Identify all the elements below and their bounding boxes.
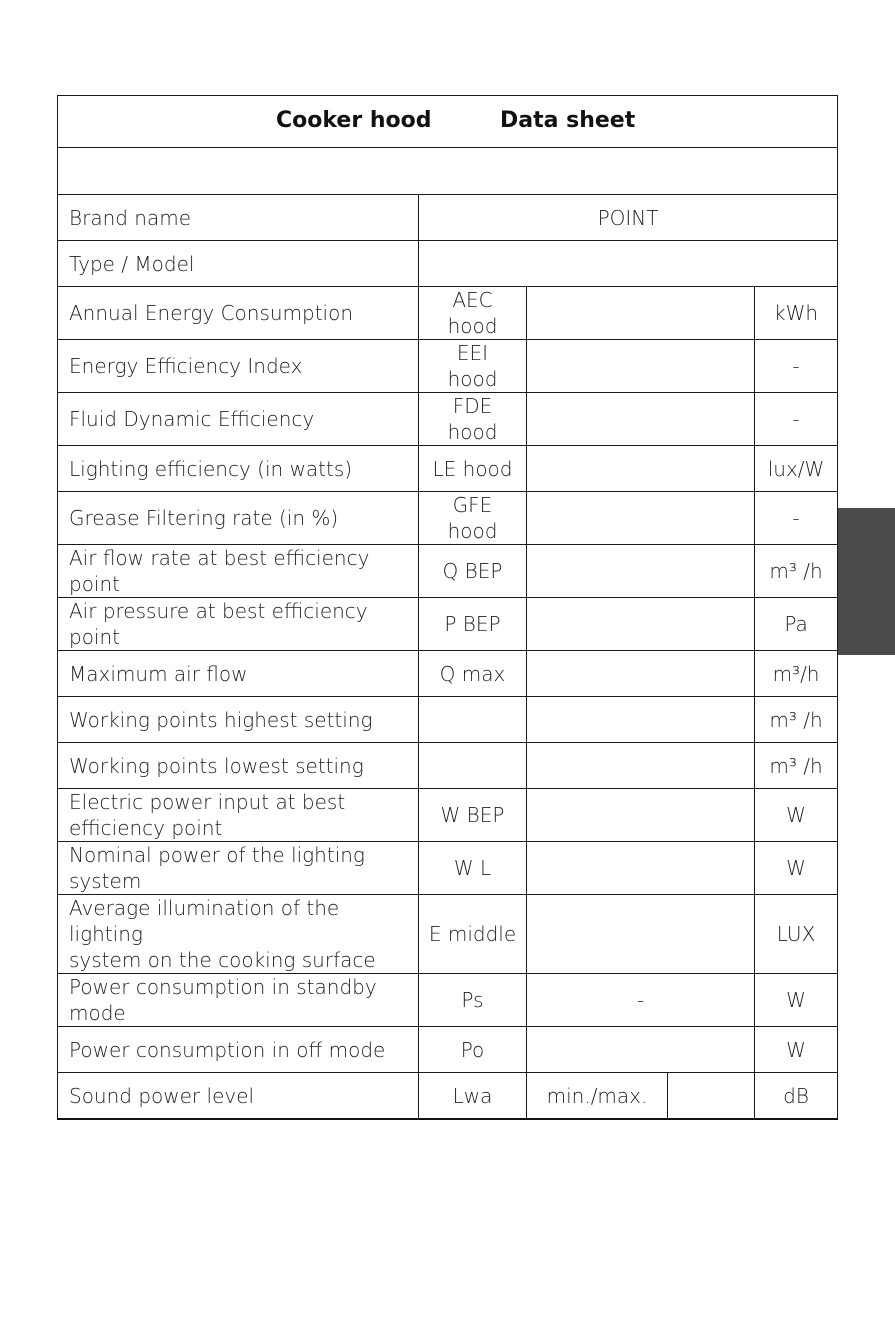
spec-label: Power consumption in off mode — [58, 1027, 419, 1073]
spec-unit: kWh — [755, 287, 838, 340]
title-cooker-hood: Cooker hood — [276, 108, 432, 133]
spec-row — [58, 492, 838, 545]
spec-unit: - — [755, 492, 838, 545]
spec-symbol: P BEP — [419, 598, 527, 651]
sound-value — [668, 1073, 755, 1120]
spec-unit: - — [755, 340, 838, 393]
spec-row — [58, 1027, 838, 1073]
spec-label: Grease Filtering rate (in %) — [58, 492, 419, 545]
sound-unit: dB — [755, 1073, 838, 1120]
spec-unit: lux/W — [755, 446, 838, 492]
spec-rows — [58, 287, 838, 1073]
spec-value — [527, 895, 755, 974]
brand-value: POINT — [419, 195, 838, 241]
spec-symbol: LE hood — [419, 446, 527, 492]
blank-cell — [58, 148, 838, 195]
spec-label: Average illumination of the lighting system on the cooking surface — [58, 895, 419, 974]
spec-value — [527, 789, 755, 842]
spec-value — [527, 340, 755, 393]
sound-symbol: Lwa — [419, 1073, 527, 1120]
brand-row — [58, 195, 838, 241]
brand-label: Brand name — [58, 195, 419, 241]
spec-row — [58, 598, 838, 651]
spec-row — [58, 446, 838, 492]
spec-row — [58, 393, 838, 446]
title-row — [58, 96, 838, 148]
spec-label: Maximum air flow — [58, 651, 419, 697]
title-cell — [58, 96, 838, 148]
spec-unit: m³ /h — [755, 545, 838, 598]
spec-symbol: GFE hood — [419, 492, 527, 545]
spec-unit: W — [755, 842, 838, 895]
spec-value — [527, 697, 755, 743]
spec-row — [58, 545, 838, 598]
spec-symbol: AEC hood — [419, 287, 527, 340]
spec-label: Nominal power of the lighting system — [58, 842, 419, 895]
spec-unit: LUX — [755, 895, 838, 974]
spec-symbol: Q max — [419, 651, 527, 697]
spec-symbol: E middle — [419, 895, 527, 974]
section-tab-marker — [838, 508, 895, 655]
spec-row — [58, 743, 838, 789]
spec-value — [527, 598, 755, 651]
spec-unit: m³ /h — [755, 697, 838, 743]
title-data-sheet: Data sheet — [500, 108, 636, 133]
spec-value — [527, 287, 755, 340]
model-label: Type / Model — [58, 241, 419, 287]
spec-symbol — [419, 743, 527, 789]
sound-row — [58, 1073, 838, 1120]
spec-label: Lighting efficiency (in watts) — [58, 446, 419, 492]
spec-label: Working points highest setting — [58, 697, 419, 743]
spec-label: Power consumption in standby mode — [58, 974, 419, 1027]
spec-row — [58, 287, 838, 340]
spec-symbol — [419, 697, 527, 743]
spec-symbol: Q BEP — [419, 545, 527, 598]
spec-unit: W — [755, 1027, 838, 1073]
spec-unit: Pa — [755, 598, 838, 651]
spec-value — [527, 1027, 755, 1073]
spec-row — [58, 895, 838, 974]
spec-label: Air pressure at best efficiency point — [58, 598, 419, 651]
spec-symbol: FDE hood — [419, 393, 527, 446]
spec-symbol: W BEP — [419, 789, 527, 842]
spec-unit: m³ /h — [755, 743, 838, 789]
spec-row — [58, 697, 838, 743]
spec-unit: W — [755, 789, 838, 842]
spec-row — [58, 974, 838, 1027]
spec-value: - — [527, 974, 755, 1027]
spec-symbol: Ps — [419, 974, 527, 1027]
spec-label: Working points lowest setting — [58, 743, 419, 789]
spec-value — [527, 545, 755, 598]
spec-symbol: EEI hood — [419, 340, 527, 393]
spec-unit: - — [755, 393, 838, 446]
spec-symbol: W L — [419, 842, 527, 895]
spec-row — [58, 842, 838, 895]
spec-row — [58, 789, 838, 842]
spec-value — [527, 446, 755, 492]
spec-label: Energy Efficiency Index — [58, 340, 419, 393]
spec-value — [527, 492, 755, 545]
spec-label: Air flow rate at best efficiency point — [58, 545, 419, 598]
blank-row — [58, 148, 838, 195]
spec-symbol: Po — [419, 1027, 527, 1073]
sound-range: min./max. — [527, 1073, 668, 1120]
spec-value — [527, 842, 755, 895]
spec-value — [527, 651, 755, 697]
spec-label: Fluid Dynamic Efficiency — [58, 393, 419, 446]
spec-unit: m³/h — [755, 651, 838, 697]
spec-row — [58, 340, 838, 393]
spec-label: Annual Energy Consumption — [58, 287, 419, 340]
data-sheet-table — [57, 95, 838, 1120]
spec-row — [58, 651, 838, 697]
sound-label: Sound power level — [58, 1073, 419, 1120]
spec-value — [527, 743, 755, 789]
model-row — [58, 241, 838, 287]
spec-unit: W — [755, 974, 838, 1027]
spec-value — [527, 393, 755, 446]
spec-label: Electric power input at best efficiency point — [58, 789, 419, 842]
model-value — [419, 241, 838, 287]
